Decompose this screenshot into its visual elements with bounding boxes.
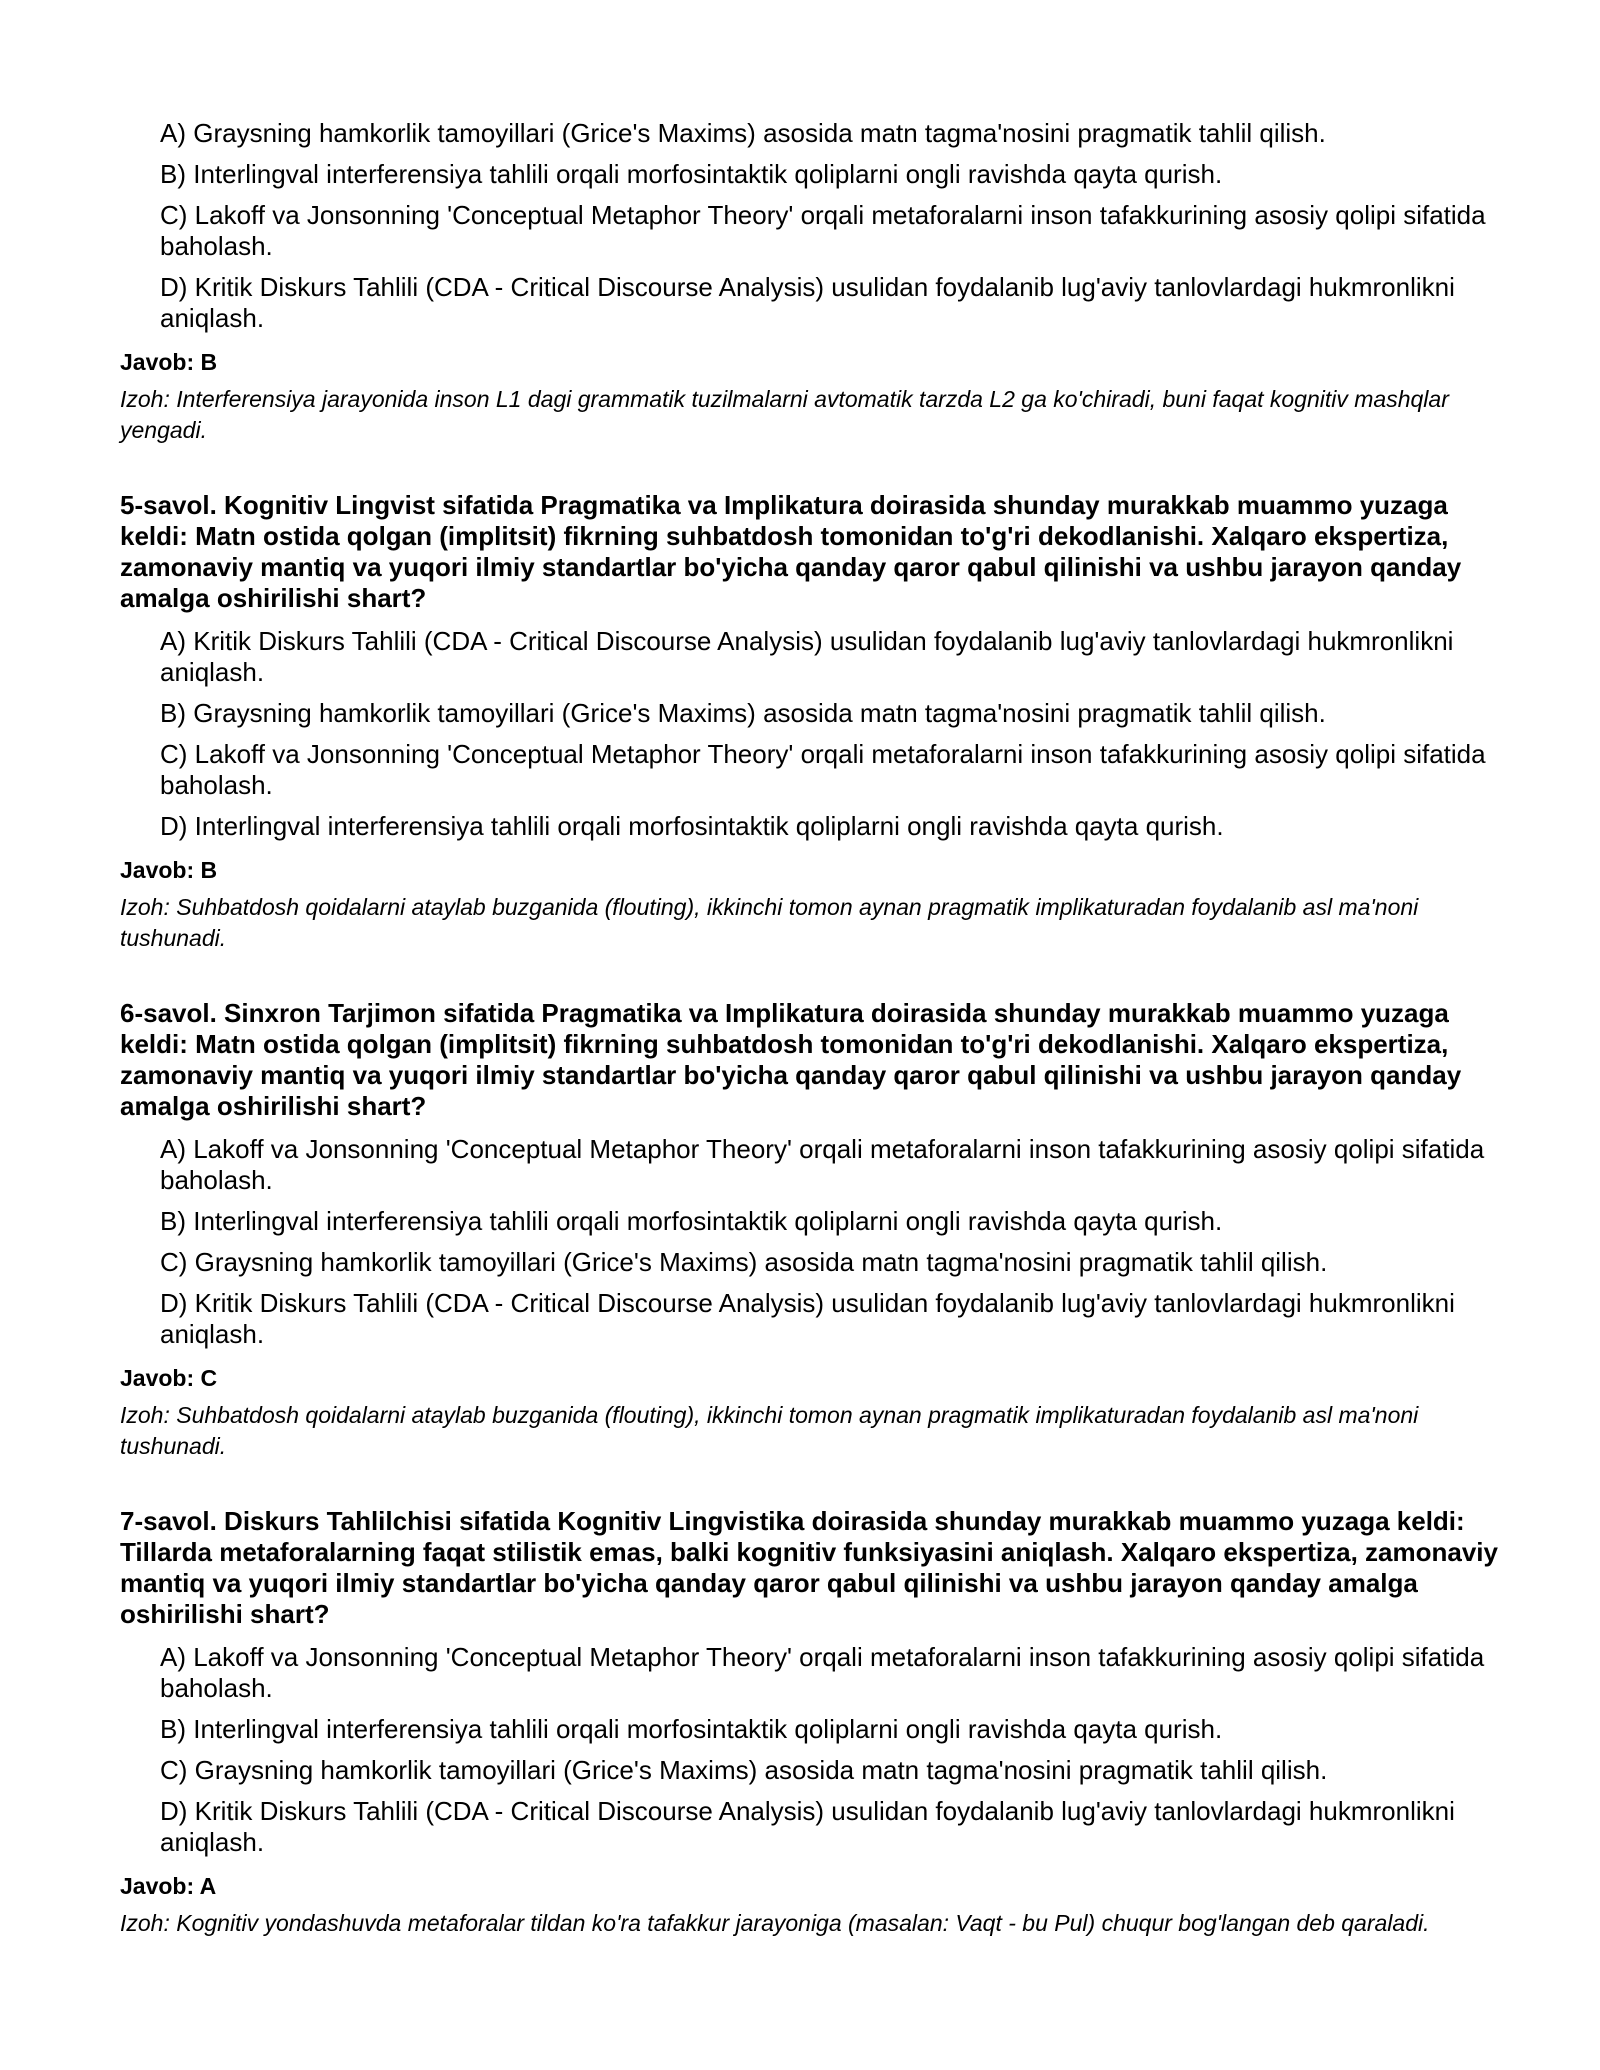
question-4-option-a: A) Graysning hamkorlik tamoyillari (Grice's Maxims) asosida matn tagma'nosini pragmatik tahlil qilish. bbox=[160, 118, 1326, 148]
question-6-answer: Javob: C bbox=[120, 1365, 218, 1391]
question-5-title: 5-savol. Kognitiv Lingvist sifatida Pragmatika va Implikatura doirasida shunday murakkab muammo yuzaga keldi: Matn ostida qolgan (implitsit) fikrning suhbatdosh tomonidan to'g'ri dekodlanishi. Xalqaro ekspertiza, zamonaviy mantiq va yuqori ilmiy standartlar bo'yicha qanday qaror qabul qilinishi va ushbu jarayon qanday amalga oshirilishi shart? bbox=[120, 490, 1462, 613]
question-6-option-c: C) Graysning hamkorlik tamoyillari (Grice's Maxims) asosida matn tagma'nosini pragmatik tahlil qilish. bbox=[160, 1247, 1328, 1277]
question-4 bbox=[120, 118, 1500, 446]
question-7-option-c: C) Graysning hamkorlik tamoyillari (Grice's Maxims) asosida matn tagma'nosini pragmatik tahlil qilish. bbox=[160, 1755, 1328, 1785]
question-7-title: 7-savol. Diskurs Tahlilchisi sifatida Kognitiv Lingvistika doirasida shunday murakkab muammo yuzaga keldi: Tillarda metaforalarning faqat stilistik emas, balki kognitiv funksiyasini aniqlash. Xalqaro ekspertiza, zamonaviy mantiq va yuqori ilmiy standartlar bo'yicha qanday qaror qabul qilinishi va ushbu jarayon qanday amalga oshirilishi shart? bbox=[120, 1506, 1498, 1629]
question-5-option-a: A) Kritik Diskurs Tahlili (CDA - Critical Discourse Analysis) usulidan foydalanib lug'aviy tanlovlardagi hukmronlikni aniqlash. bbox=[160, 626, 1454, 687]
document-page bbox=[120, 118, 1500, 1983]
question-5-option-b: B) Graysning hamkorlik tamoyillari (Grice's Maxims) asosida matn tagma'nosini pragmatik tahlil qilish. bbox=[160, 698, 1326, 728]
question-7-options bbox=[120, 1642, 1500, 1858]
question-5-note: Izoh: Suhbatdosh qoidalarni ataylab buzganida (flouting), ikkinchi tomon aynan pragmatik implikaturadan foydalanib asl ma'noni tushunadi. bbox=[120, 894, 1419, 951]
question-7-note: Izoh: Kognitiv yondashuvda metaforalar tildan ko'ra tafakkur jarayoniga (masalan: Vaqt - bu Pul) chuqur bog'langan deb qaraladi. bbox=[120, 1910, 1430, 1936]
question-5-option-d: D) Interlingval interferensiya tahlili orqali morfosintaktik qoliplarni ongli ravishda qayta qurish. bbox=[160, 811, 1224, 841]
question-6-option-a: A) Lakoff va Jonsonning 'Conceptual Metaphor Theory' orqali metaforalarni inson tafakkurining asosiy qolipi sifatida baholash. bbox=[160, 1134, 1485, 1195]
question-6-options bbox=[120, 1134, 1500, 1350]
question-4-answer: Javob: B bbox=[120, 349, 218, 375]
question-5-option-c: C) Lakoff va Jonsonning 'Conceptual Metaphor Theory' orqali metaforalarni inson tafakkurining asosiy qolipi sifatida baholash. bbox=[160, 739, 1486, 800]
question-6-option-b: B) Interlingval interferensiya tahlili orqali morfosintaktik qoliplarni ongli ravishda qayta qurish. bbox=[160, 1206, 1223, 1236]
question-4-option-c: C) Lakoff va Jonsonning 'Conceptual Metaphor Theory' orqali metaforalarni inson tafakkurining asosiy qolipi sifatida baholash. bbox=[160, 200, 1486, 261]
question-6-title: 6-savol. Sinxron Tarjimon sifatida Pragmatika va Implikatura doirasida shunday murakkab muammo yuzaga keldi: Matn ostida qolgan (implitsit) fikrning suhbatdosh tomonidan to'g'ri dekodlanishi. Xalqaro ekspertiza, zamonaviy mantiq va yuqori ilmiy standartlar bo'yicha qanday qaror qabul qilinishi va ushbu jarayon qanday amalga oshirilishi shart? bbox=[120, 998, 1462, 1121]
question-7-option-b: B) Interlingval interferensiya tahlili orqali morfosintaktik qoliplarni ongli ravishda qayta qurish. bbox=[160, 1714, 1223, 1744]
question-7 bbox=[120, 1506, 1500, 1939]
question-7-option-a: A) Lakoff va Jonsonning 'Conceptual Metaphor Theory' orqali metaforalarni inson tafakkurining asosiy qolipi sifatida baholash. bbox=[160, 1642, 1485, 1703]
question-6-note: Izoh: Suhbatdosh qoidalarni ataylab buzganida (flouting), ikkinchi tomon aynan pragmatik implikaturadan foydalanib asl ma'noni tushunadi. bbox=[120, 1402, 1419, 1459]
question-4-note: Izoh: Interferensiya jarayonida inson L1 dagi grammatik tuzilmalarni avtomatik tarzda L2 ga ko'chiradi, buni faqat kognitiv mashqlar yengadi. bbox=[120, 386, 1449, 443]
question-4-options bbox=[120, 118, 1500, 334]
question-5-options bbox=[120, 626, 1500, 842]
question-6-option-d: D) Kritik Diskurs Tahlili (CDA - Critical Discourse Analysis) usulidan foydalanib lug'aviy tanlovlardagi hukmronlikni aniqlash. bbox=[160, 1288, 1455, 1349]
question-7-option-d: D) Kritik Diskurs Tahlili (CDA - Critical Discourse Analysis) usulidan foydalanib lug'aviy tanlovlardagi hukmronlikni aniqlash. bbox=[160, 1796, 1455, 1857]
question-5 bbox=[120, 490, 1500, 954]
question-6 bbox=[120, 998, 1500, 1462]
question-4-option-d: D) Kritik Diskurs Tahlili (CDA - Critical Discourse Analysis) usulidan foydalanib lug'aviy tanlovlardagi hukmronlikni aniqlash. bbox=[160, 272, 1455, 333]
question-5-answer: Javob: B bbox=[120, 857, 218, 883]
question-4-option-b: B) Interlingval interferensiya tahlili orqali morfosintaktik qoliplarni ongli ravishda qayta qurish. bbox=[160, 159, 1223, 189]
question-7-answer: Javob: A bbox=[120, 1873, 217, 1899]
